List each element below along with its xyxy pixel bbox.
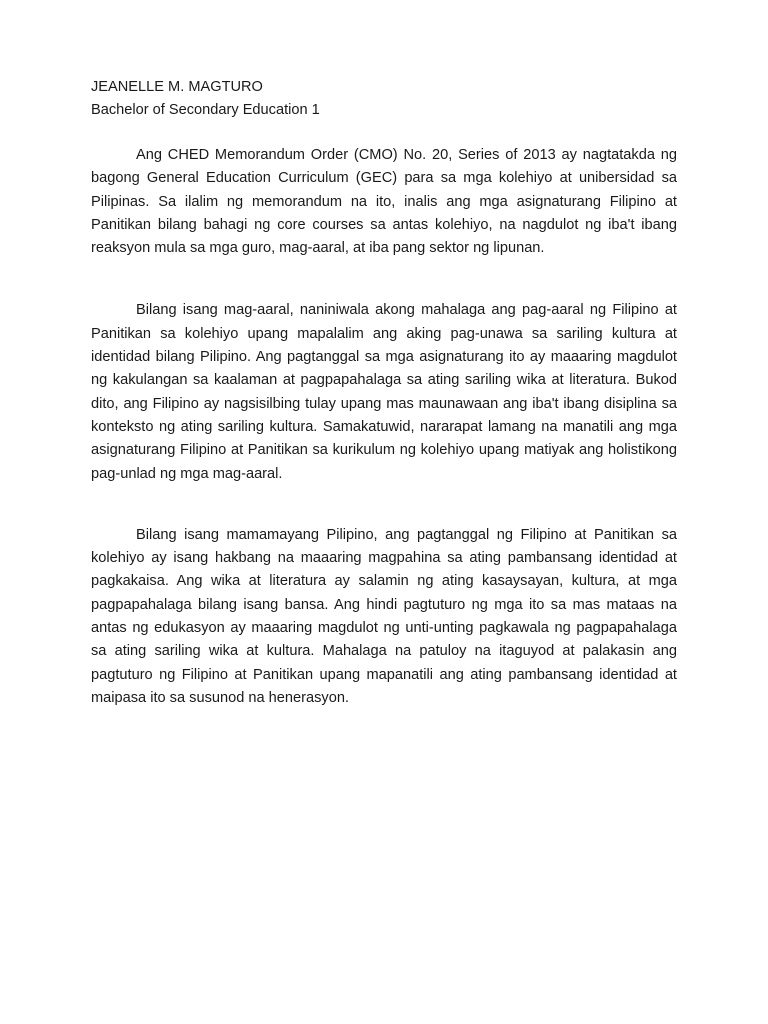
paragraph-2: Bilang isang mag-aaral, naniniwala akong mahalaga ang pag-aaral ng Filipino at Panitikan sa kolehiyo upang mapalalim ang aking pag-unawa sa sariling kultura at identidad bilang Pilipino. Ang pagtanggal sa mga asignaturang ito ay maaaring magdulot ng kakulangan sa kaalaman at pagpapahalaga sa ating sariling wika at literatura. Bukod dito, ang Filipino ay nagsisilbing tulay upang mas maunawaan ang iba't ibang disiplina sa konteksto ng ating sariling kultura. Samakatuwid, nararapat lamang na manatili ang mga asignaturang Filipino at Panitikan sa kurikulum ng kolehiyo upang matiyak ang holistikong pag-unlad ng mga mag-aaral. [91,302,677,482]
paragraph-gap [91,260,677,299]
author-program: Bachelor of Secondary Education 1 [91,102,320,118]
author-name: JEANELLE M. MAGTURO [91,79,263,95]
header-spacer [91,122,677,144]
paragraph-gap [91,486,677,524]
paragraph-3: Bilang isang mamamayang Pilipino, ang pagtanggal ng Filipino at Panitikan sa kolehiyo ay isang hakbang na maaaring magpahina sa ating pambansang identidad at pagkakaisa. Ang wika at literatura ay salamin ng ating kasaysayan, kultura, at mga pagpapahalaga bilang isang bansa. Ang hindi pagtuturo ng mga ito sa mas mataas na antas ng edukasyon ay maaaring magdulot ng unti-unting pagkawala ng pagpapahalaga sa ating sariling wika at kultura. Mahalaga na patuloy na itaguyod at palakasin ang pagtuturo ng Filipino at Panitikan upang mapanatili ang ating pambansang identidad at maipasa ito sa susunod na henerasyon. [91,526,677,706]
document-body [91,76,677,710]
paragraph-1: Ang CHED Memorandum Order (CMO) No. 20, Series of 2013 ay nagtatakda ng bagong General Education Curriculum (GEC) para sa mga kolehiyo at unibersidad sa Pilipinas. Sa ilalim ng memorandum na ito, inalis ang mga asignaturang Filipino at Panitikan bilang bahagi ng core courses sa antas kolehiyo, na nagdulot ng iba't ibang reaksyon mula sa mga guro, mag-aaral, at iba pang sektor ng lipunan. [91,147,677,257]
